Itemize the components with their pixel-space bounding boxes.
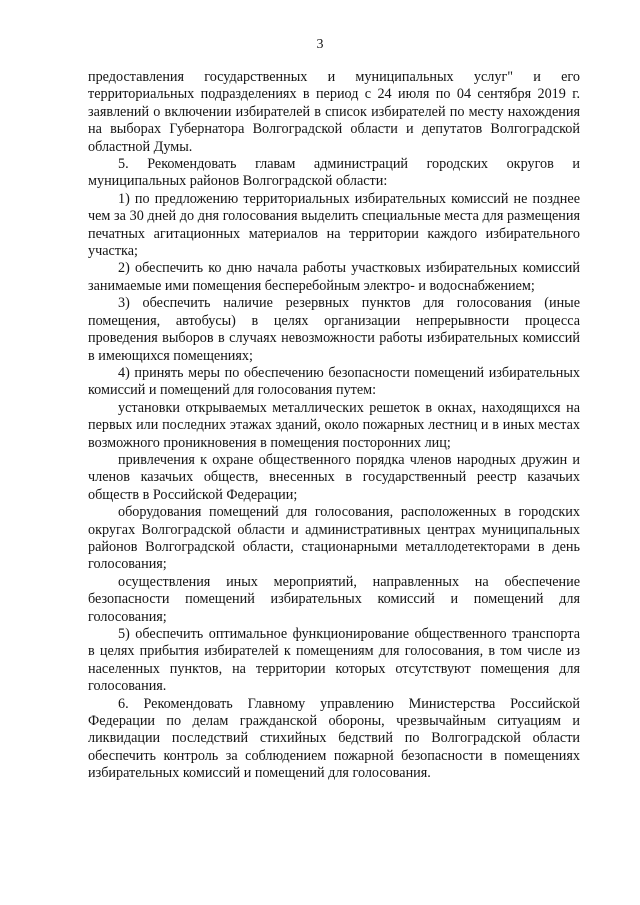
paragraph-subitem-5: 5) обеспечить оптимальное функционирование общественного транспорта в целях прибытия избирателей к помещениям для голосования, в том числе из населенных пунктов, на территории которых отсутствуют помещения для голосования. xyxy=(88,626,580,695)
paragraph-item-6: 6. Рекомендовать Главному управлению Министерства Российской Федерации по делам гражданской обороны, чрезвычайным ситуациям и ликвидации последствий стихийных бедствий по Волгоградской области обеспечить контроль за соблюдением пожарной безопасности в помещениях избирательных комиссий и помещений для голосования. xyxy=(88,695,580,782)
paragraph-item-5: 5. Рекомендовать главам администраций городских округов и муниципальных районов Волгоградской области: xyxy=(88,156,580,190)
paragraph-subitem-3: 3) обеспечить наличие резервных пунктов для голосования (иные помещения, автобусы) в целях организации непрерывности процесса проведения выборов в случаях невозможности работы избирательных комиссий в имеющихся помещениях; xyxy=(88,295,580,364)
paragraph-subitem-4: 4) принять меры по обеспечению безопасности помещений избирательных комиссий и помещений для голосования путем: xyxy=(88,364,580,399)
paragraph-continuation: предоставления государственных и муниципальных услуг" и его территориальных подразделениях в период с 24 июля по 04 сентября 2019 г. заявлений о включении избирателей в список избирателей по месту нахождения на выборах Губернатора Волгоградской области и депутатов Волгоградской областной Думы. xyxy=(88,69,580,155)
paragraph-measure-grates: установки открываемых металлических решеток в окнах, находящихся на первых или последних этажах зданий, около пожарных лестниц и в иных местах возможного проникновения в помещения посторонних лиц; xyxy=(88,399,580,451)
paragraph-measure-detectors: оборудования помещений для голосования, расположенных в городских округах Волгоградской области и административных центрах муниципальных районов Волгоградской области, стационарными металлодетекторами в день голосования; xyxy=(88,504,580,573)
document-body xyxy=(88,69,580,783)
paragraph-subitem-1: 1) по предложению территориальных избирательных комиссий не позднее чем за 30 дней до дня голосования выделить специальные места для размещения печатных агитационных материалов на территории каждого избирательного участка; xyxy=(88,190,580,260)
paragraph-measure-patrols: привлечения к охране общественного порядка членов народных дружин и членов казачьих обществ, внесенных в государственный реестр казачьих обществ в Российской Федерации; xyxy=(88,451,580,503)
paragraph-measure-other: осуществления иных мероприятий, направленных на обеспечение безопасности помещений избирательных комиссий и помещений для голосования; xyxy=(88,573,580,625)
paragraph-subitem-2: 2) обеспечить ко дню начала работы участковых избирательных комиссий занимаемые ими помещения бесперебойным электро- и водоснабжением; xyxy=(88,260,580,294)
page-number: 3 xyxy=(316,37,324,52)
